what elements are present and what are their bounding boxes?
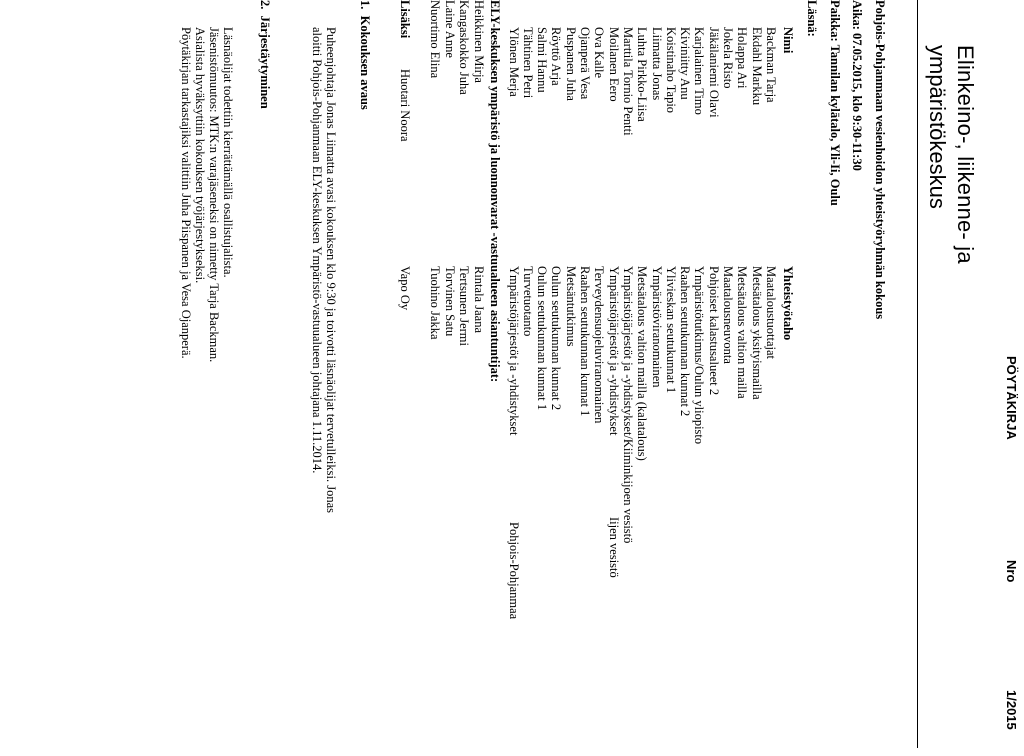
attendee-name: Jokela Risto	[721, 27, 736, 89]
attendee-organization: Turvetuotanto	[520, 266, 535, 337]
organization-name-line-1: Elinkeino-, liikenne- ja	[953, 45, 978, 264]
attendee-organization: Metsätalous valtion mailla (kalatalous)	[635, 266, 650, 461]
attendee-organization: Ympäristöviranomainen	[649, 266, 664, 388]
attendee-organization: Ympäristöjärjestöt ja -yhdistykset	[606, 266, 621, 436]
attendee-name: Ylönen Merja	[506, 27, 521, 97]
attendee-organization: Pohjoiset kalastusalueet 2	[706, 266, 721, 396]
attendee-organization: Ylivieskan seutukunnat 1	[663, 266, 678, 394]
meeting-title: Pohjois-Pohjanmaan vesienhoidon yhteistyöryhmän kokous	[873, 0, 887, 320]
meeting-time: Aika: 07.05.2015, klo 9:30-11:30	[850, 0, 864, 171]
ely-experts-heading: ELY-keskuksen ympäristö ja luonnonvarat -vastuualueen asiantuntijat:	[488, 0, 502, 383]
attendee-organization: Ympäristöjärjestöt ja -yhdistykset	[506, 266, 521, 436]
attendees-column-name: Nimi	[781, 27, 795, 54]
section-text-line: Pöytäkirjan tarkastajiksi valittiin Juha Piispanen ja Vesa Ojanperä.	[179, 27, 193, 359]
attendee-name: Tähtinen Petri	[520, 27, 535, 99]
attendee-organization: Terveydensuojeluviranomainen	[592, 266, 607, 424]
attendee-organization: Oulun seutukunnan kunnat 2	[549, 266, 564, 411]
section-text-line: aloitti Pohjois-Pohjanmaan ELY-keskuksen Ympäristö-vastuualueen johtajana 1.11.2014.	[310, 27, 324, 474]
ely-expert-name: Kangaskokko Juha	[457, 0, 472, 95]
attendee-organization: Maatalousneuvonta	[721, 266, 736, 364]
attendee-organization-detail: Pohjois-Pohjanmaa	[506, 522, 521, 620]
attendee-organization: Metsäntutkimus	[563, 266, 578, 347]
document-number-label: Nro	[1004, 560, 1019, 583]
attendee-name: Liimatta Jonas	[649, 27, 664, 101]
ely-expert-name: Tertsunen Jermi	[457, 266, 472, 347]
attendee-name: Salmi Hannu	[535, 27, 550, 93]
attendee-name: Ojanperä Vesa	[578, 27, 593, 100]
attendee-organization: Raahen seutukunnan kunnat 2	[678, 266, 693, 417]
ely-expert-name: Tuohino Jakka	[428, 266, 443, 340]
header-divider	[917, 0, 918, 748]
attendee-organization-detail: Iijen vesistö	[606, 517, 621, 578]
ely-expert-name: Rintala Jaana	[472, 266, 486, 333]
section-heading: 2. Järjestäytyminen	[258, 0, 272, 109]
attendee-name: Puspanen Juha	[563, 27, 578, 101]
attendee-name: Koistinaho Tapio	[663, 27, 678, 114]
organization-name-line-2: ympäristökeskus	[925, 45, 950, 209]
attendees-label: Läsnä:	[805, 0, 819, 37]
extra-attendee-label: Lisäksi	[398, 0, 412, 39]
section-text-line: Läsnäolijat todettiin kierrättämällä osallistujalista.	[221, 27, 235, 278]
attendee-name: Holappa Ari	[735, 27, 750, 89]
attendee-organization: Ympäristötutkimus/Oulun yliopisto	[692, 266, 707, 445]
attendee-name: Karjalainen Timo	[692, 27, 707, 115]
attendee-organization: Ympäristöjärjestöt ja -yhdistykset/Kiiminkijoen vesistö	[621, 266, 635, 544]
ely-expert-name: Nuortimo Elina	[428, 0, 443, 79]
attendees-column-organization: Yhteistyötaho	[781, 266, 795, 341]
extra-attendee-name: Huotari Noora	[398, 69, 412, 142]
attendee-name: Backman Tarja	[764, 27, 778, 103]
attendee-organization: Maataloustuottajat	[764, 266, 778, 360]
section-text-line: Puheenjohtaja Jonas Liimatta avasi kokouksen klo 9:30 ja toivotti läsnäolijat tervetulleiksi. Jonas	[324, 27, 338, 514]
attendee-organization: Metsätalous yksityismailla	[749, 266, 764, 400]
ely-expert-name: Heikkinen Mirja	[472, 0, 486, 83]
ely-expert-name: Laine Anne	[442, 0, 457, 58]
attendee-name: Moilanen Eero	[606, 27, 621, 102]
document-number: 1/2015	[1004, 690, 1019, 730]
attendee-name: Marttila Tornio Pentti	[621, 27, 635, 136]
attendee-name: Ova Kalle	[592, 27, 607, 79]
meeting-place: Paikka: Tannilan kylätalo, Yli-Ii, Oulu	[828, 0, 842, 206]
attendee-name: Röyttö Arja	[549, 27, 564, 86]
attendee-organization: Raahen seutukunnan kunnat 1	[578, 266, 593, 417]
attendee-name: Kiviniitty Anu	[678, 27, 693, 100]
attendee-organization: Oulun seutukunnan kunnat 1	[535, 266, 550, 411]
attendee-name: Luhta Pirkko-Liisa	[635, 27, 650, 122]
attendee-name: Ekdahl Markku	[749, 27, 764, 106]
section-heading: 1. Kokouksen avaus	[358, 0, 372, 110]
attendee-organization: Metsätalous valtion mailla	[735, 266, 750, 399]
extra-attendee-organization: Vapo Oy	[398, 266, 412, 311]
ely-expert-name: Torvinen Satu	[442, 266, 457, 337]
document-type: PÖYTÄKIRJA	[1004, 356, 1019, 440]
attendee-name: Jäkälaniemi Olavi	[706, 27, 721, 118]
section-text-line: Asialista hyväksyttiin kokouksen työjärjestykseksi.	[193, 27, 207, 284]
section-text-line: Jäsenistömuutos: MTK:n varajäseneksi on nimetty Tarja Backman.	[207, 27, 221, 363]
